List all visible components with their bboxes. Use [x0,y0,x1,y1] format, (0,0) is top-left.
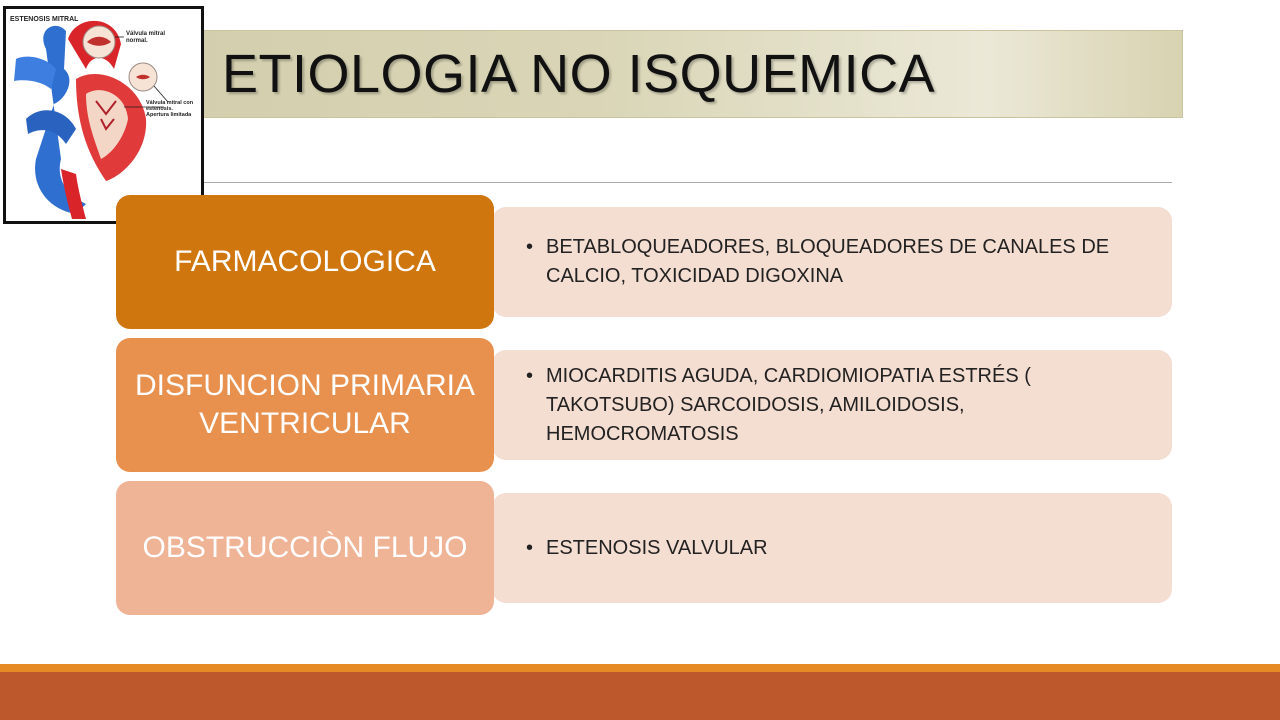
title-divider [200,182,1172,183]
etiology-row-3 [116,481,1172,615]
row-1-detail [492,207,1172,317]
label-stenosis-2: estenosis. [146,106,173,112]
row-2-detail [492,350,1172,460]
heart-diagram [6,9,201,221]
row-1-list [526,233,1142,291]
label-stenosis-1: Válvula mitral con [146,100,194,106]
row-2-item: • MIOCARDITIS AGUDA, CARDIOMIOPATIA ESTRÉS ( TAKOTSUBO) SARCOIDOSIS, AMILOIDOSIS, HEMOCROMATOSIS [526,362,1142,449]
row-3-label: OBSTRUCCIÒN FLUJO [116,481,494,615]
row-2-list [526,362,1142,449]
row-1-label: FARMACOLOGICA [116,195,494,329]
footer-bar [0,672,1280,720]
etiology-row-2 [116,338,1172,472]
footer-accent-bar [0,664,1280,672]
row-3-detail [492,493,1172,603]
label-normal-1: Válvula mitral [126,31,166,37]
row-2-label: DISFUNCION PRIMARIA VENTRICULAR [116,338,494,472]
illustration-heading: ESTENOSIS MITRAL [10,16,79,23]
row-3-item: • ESTENOSIS VALVULAR [526,534,768,563]
mitral-stenosis-illustration [3,6,204,224]
label-stenosis-3: Apertura limitada [146,112,192,118]
etiology-row-1 [116,195,1172,329]
label-normal-2: normal. [126,38,148,44]
row-3-list [526,534,768,563]
slide-title: ETIOLOGIA NO ISQUEMICA [222,44,936,104]
row-1-item: • BETABLOQUEADORES, BLOQUEADORES DE CANALES DE CALCIO, TOXICIDAD DIGOXINA [526,233,1142,291]
